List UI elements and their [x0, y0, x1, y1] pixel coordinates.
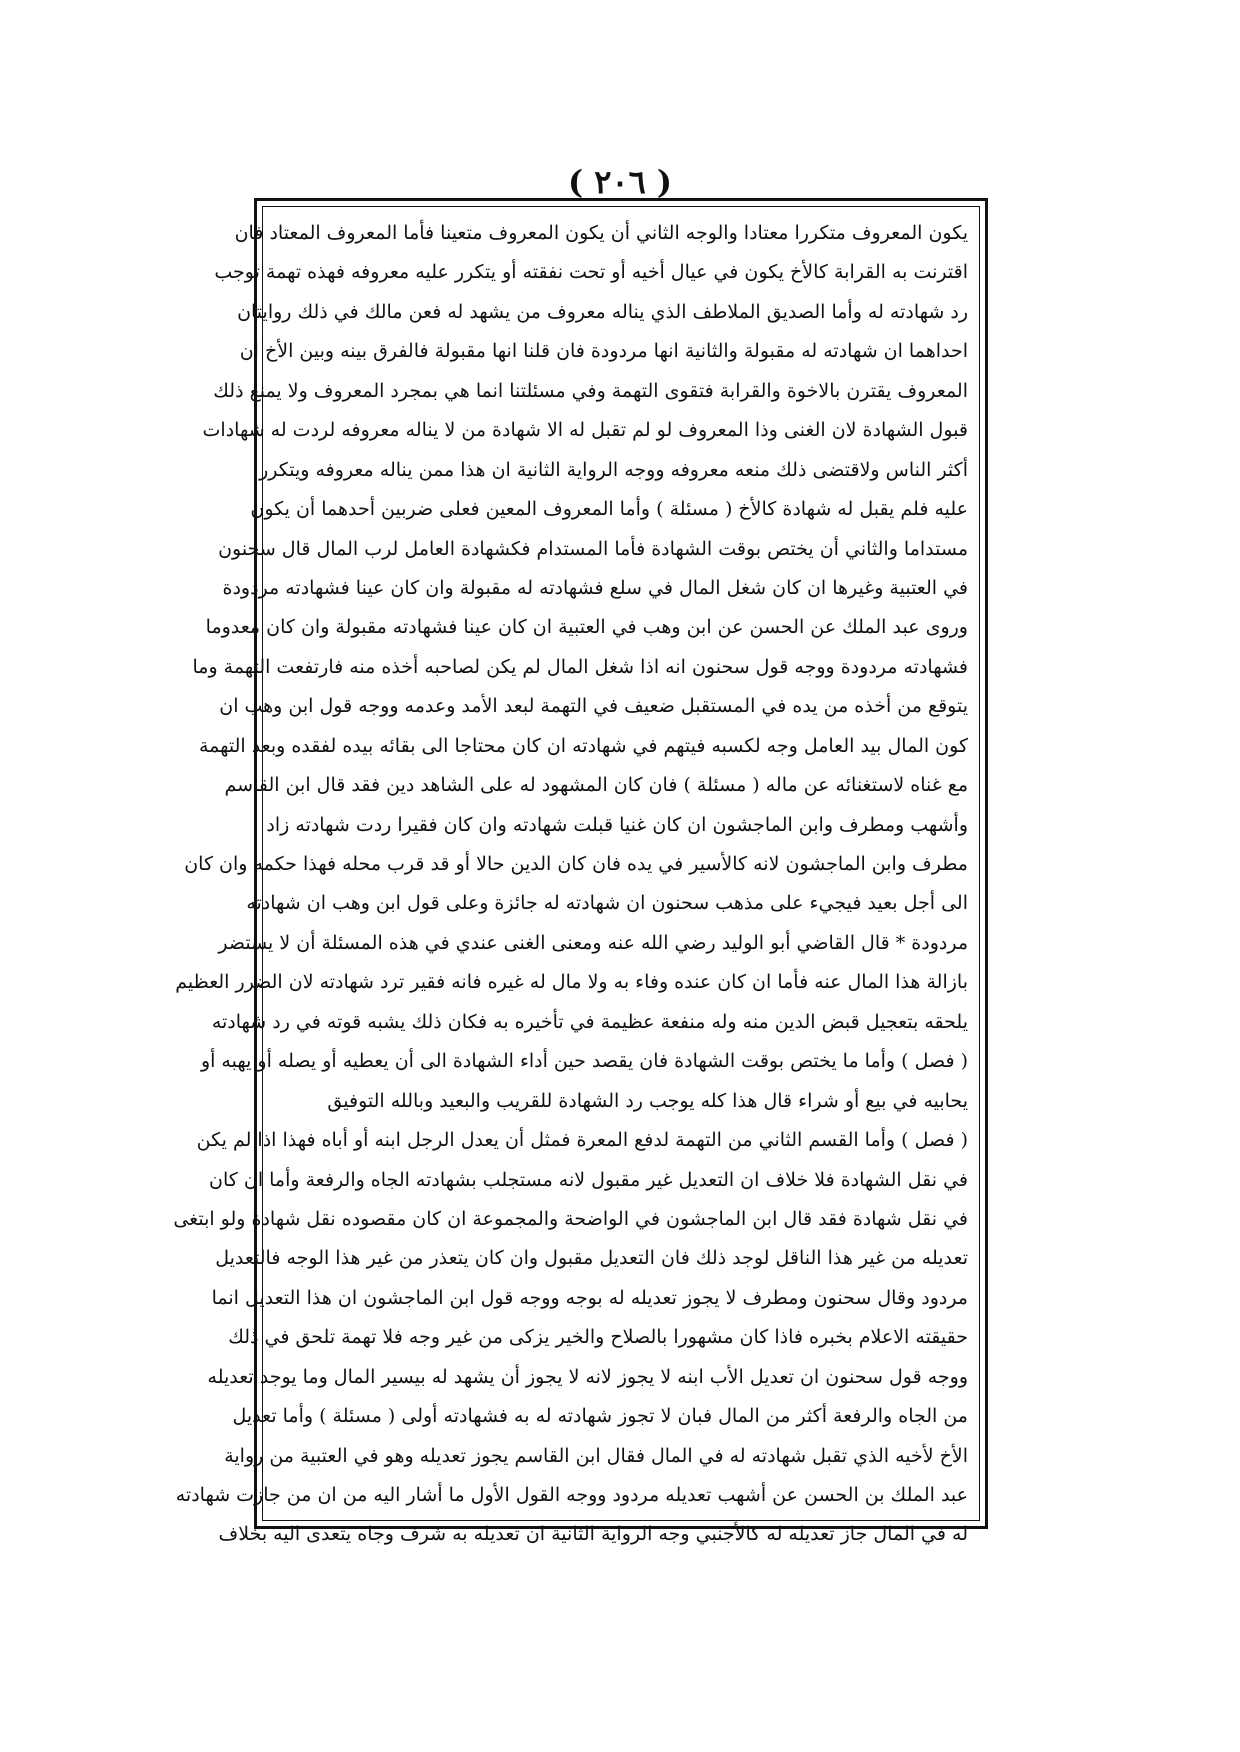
text-line: الأخ لأخيه الذي تقبل شهادته له في المال فقال ابن القاسم يجوز تعديله وهو في العتبية من رواية — [224, 1444, 968, 1467]
text-line: عبد الملك بن الحسن عن أشهب تعديله مردود ووجه القول الأول ما أشار اليه من ان من جازت شهادته — [175, 1484, 968, 1506]
text-line: في نقل شهادة فقد قال ابن الماجشون في الواضحة والمجموعة ان كان مقصوده نقل شهادة ولو ابتغى — [173, 1207, 968, 1230]
text-line: فشهادته مردودة ووجه قول سحنون انه اذا شغل المال لم يكن لصاحبه أخذه منه فارتفعت التهمة وما — [192, 655, 968, 678]
text-line: في نقل الشهادة فلا خلاف ان التعديل غير مقبول لانه مستجلب بشهادته الجاه والرفعة وأما ان كان — [209, 1168, 968, 1191]
text-line: ( فصل ) وأما القسم الثاني من التهمة لدفع المعرة فمثل أن يعدل الرجل ابنه أو أباه فهذا اذا لم يكن — [196, 1129, 968, 1152]
text-line: المعروف يقترن بالاخوة والقرابة فتقوى التهمة وفي مسئلتنا انما هي بمجرد المعروف ولا يمنع ذلك — [213, 379, 968, 402]
text-line: رد شهادته له وأما الصديق الملاطف الذي يناله معروف من يشهد له فعن مالك في ذلك روايتان — [237, 300, 968, 323]
text-line: مطرف وابن الماجشون لانه كالأسير في يده فان كان الدين حالا أو قد قرب محله فهذا حكمه وان كان — [184, 853, 968, 875]
text-line: وأشهب ومطرف وابن الماجشون ان كان غنيا قبلت شهادته وان كان فقيرا ردت شهادته زاد — [266, 813, 968, 836]
text-line: مردودة * قال القاضي أبو الوليد رضي الله عنه ومعنى الغنى عندي في هذه المسئلة أن لا يستضر — [218, 931, 968, 954]
text-line: ووجه قول سحنون ان تعديل الأب ابنه لا يجوز لانه لا يجوز أن يشهد له بيسير المال وما يوجد تعديله — [207, 1365, 968, 1388]
text-line: من الجاه والرفعة أكثر من المال فبان لا تجوز شهادته له به فشهادته أولى ( مسئلة ) وأما تعديل — [232, 1405, 968, 1428]
text-line: أكثر الناس ولاقتضى ذلك منعه معروفه ووجه الرواية الثانية ان هذا ممن يناله معروفه ويتكرر — [259, 458, 968, 481]
page-number: ( ٢٠٦ ) — [567, 163, 673, 201]
text-line: مستداما والثاني أن يختص بوقت الشهادة فأما المستدام فكشهادة العامل لرب المال قال سحنون — [218, 537, 968, 560]
text-line: اقترنت به القرابة كالأخ يكون في عيال أخيه أو تحت نفقته أو يتكرر عليه معروفه فهذه تهمة توجب — [214, 261, 968, 284]
text-line: بازالة هذا المال عنه فأما ان كان عنده وفاء به ولا مال له غيره فانه فقير ترد شهادته لان الضرر العظيم — [175, 971, 968, 994]
text-line: حقيقته الاعلام بخبره فاذا كان مشهورا بالصلاح والخير يزكى من غير وجه فلا تهمة تلحق في ذلك — [228, 1326, 968, 1349]
text-line: يتوقع من أخذه من يده في المستقبل ضعيف في التهمة لبعد الأمد وعدمه ووجه قول ابن وهب ان — [219, 695, 968, 718]
text-line: وروى عبد الملك عن الحسن عن ابن وهب في العتبية ان كان عينا فشهادته مقبولة وان كان معدوما — [205, 616, 968, 639]
text-line: احداهما ان شهادته له مقبولة والثانية انها مردودة فان قلنا انها مقبولة فالفرق بينه وبين الأخ ان — [239, 340, 968, 363]
text-line: عليه فلم يقبل له شهادة كالأخ ( مسئلة ) وأما المعروف المعين فعلى ضربين أحدهما أن يكون — [250, 498, 968, 521]
text-line: مع غناه لاستغنائه عن ماله ( مسئلة ) فان كان المشهود له على الشاهد دين فقد قال ابن القاسم — [224, 774, 968, 797]
text-line: يلحقه بتعجيل قبض الدين منه وله منفعة عظيمة في تأخيره به فكان ذلك يشبه قوته في رد شهادته — [211, 1010, 968, 1033]
text-line: يحابيه في بيع أو شراء قال هذا كله يوجب رد الشهادة للقريب والبعيد وبالله التوفيق — [327, 1089, 968, 1112]
text-line: في العتبية وغيرها ان كان شغل المال في سلع فشهادته له مقبولة وان كان عينا فشهادته مردودة — [222, 576, 968, 599]
text-line: الى أجل بعيد فيجيء على مذهب سحنون ان شهادته له جائزة وعلى قول ابن وهب ان شهادته — [246, 892, 968, 915]
text-line: كون المال بيد العامل وجه لكسبه فيتهم في شهادته ان كان محتاجا الى بقائه بيده لفقده وبعد التهمة — [198, 734, 968, 757]
main-text-block — [173, 214, 974, 1546]
text-line: تعديله من غير هذا الناقل لوجد ذلك فان التعديل مقبول وان كان يتعذر من غير هذا الوجه فالتعديل — [215, 1247, 968, 1270]
text-line: ( فصل ) وأما ما يختص بوقت الشهادة فان يقصد حين أداء الشهادة الى أن يعطيه أو يصله أو يهبه أو — [200, 1050, 968, 1073]
text-line: يكون المعروف متكررا معتادا والوجه الثاني أن يكون المعروف متعينا فأما المعروف المعتاد فان — [234, 222, 968, 244]
text-line: قبول الشهادة لان الغنى وذا المعروف لو لم تقبل له الا شهادة من لا يناله معروفه لردت له شهادات — [202, 419, 968, 442]
text-line: له في المال جاز تعديله له كالأجنبي وجه الرواية الثانية ان تعديله به شرف وجاه يتعدى اليه بخلاف — [218, 1523, 968, 1546]
text-line: مردود وقال سحنون ومطرف لا يجوز تعديله له بوجه ووجه قول ابن الماجشون ان هذا التعديل انما — [211, 1286, 968, 1309]
